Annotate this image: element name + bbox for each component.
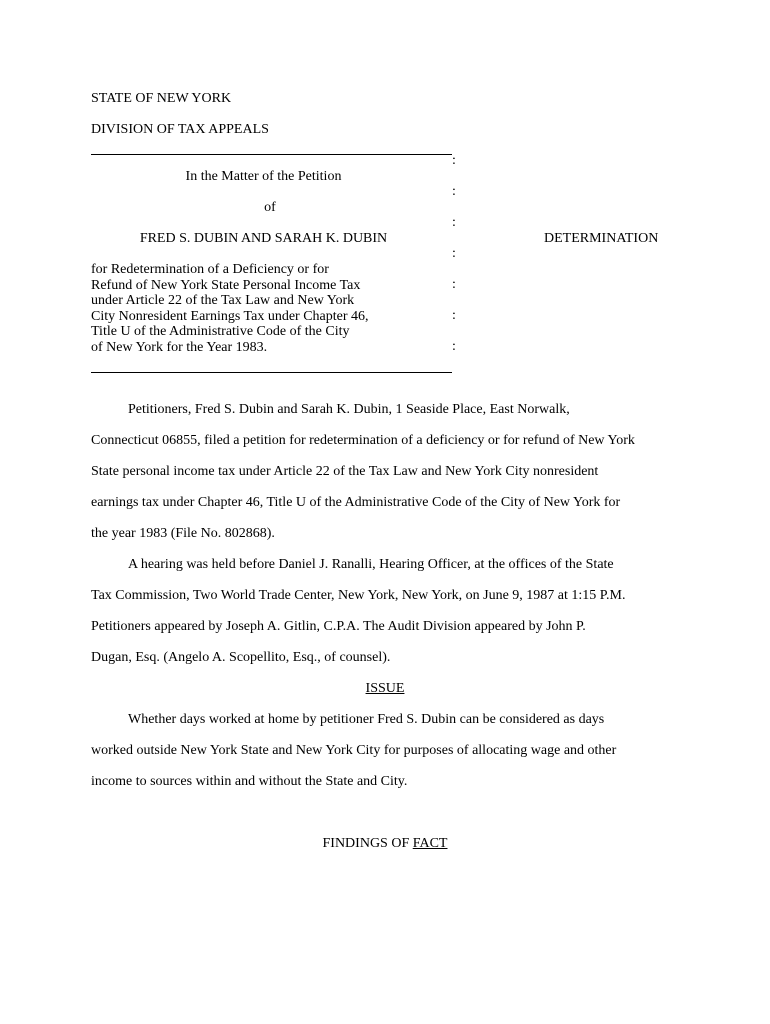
body-line: A hearing was held before Daniel J. Ranalli, Hearing Officer, at the offices of the State (128, 557, 614, 572)
caption-colon: : (452, 153, 456, 168)
body-line: Whether days worked at home by petitioner Fred S. Dubin can be considered as days (128, 712, 605, 727)
caption-of: of (264, 200, 276, 215)
body-line: income to sources within and without the State and City. (91, 774, 408, 789)
body-line: Connecticut 06855, filed a petition for redetermination of a deficiency or for refund of New York (91, 433, 635, 448)
caption-colon: : (452, 277, 456, 292)
document-type: DETERMINATION (544, 231, 659, 246)
body-line: Petitioners, Fred S. Dubin and Sarah K. Dubin, 1 Seaside Place, East Norwalk, (128, 402, 570, 417)
caption-bottom-rule (91, 372, 452, 373)
issue-heading: ISSUE (365, 681, 405, 696)
body-line: Dugan, Esq. (Angelo A. Scopellito, Esq., of counsel). (91, 650, 391, 665)
caption-colon: : (452, 339, 456, 354)
caption-purpose-line: City Nonresident Earnings Tax under Chapter 46, (91, 308, 369, 324)
caption-purpose-line: Refund of New York State Personal Income Tax (91, 277, 361, 293)
court-state: STATE OF NEW YORK (91, 91, 232, 106)
body-line: the year 1983 (File No. 802868). (91, 526, 275, 541)
caption-colon: : (452, 215, 456, 230)
body-line: Tax Commission, Two World Trade Center, New York, New York, on June 9, 1987 at 1:15 P.M. (91, 588, 626, 603)
caption-purpose-line: under Article 22 of the Tax Law and New York (91, 293, 355, 308)
body-line: worked outside New York State and New York City for purposes of allocating wage and other (91, 743, 617, 758)
body-line: State personal income tax under Article 22 of the Tax Law and New York City nonresident (91, 464, 599, 479)
caption-top-rule (91, 154, 452, 155)
caption-petitioners: FRED S. DUBIN AND SARAH K. DUBIN (139, 231, 388, 246)
findings-heading-fact: FACT (412, 836, 448, 851)
body-line: earnings tax under Chapter 46, Title U of the Administrative Code of the City of New York for (91, 495, 621, 510)
caption-colon: : (452, 308, 456, 323)
caption-colon: : (452, 246, 456, 261)
caption-purpose-line: Title U of the Administrative Code of the City (91, 324, 350, 339)
caption-purpose-line: for Redetermination of a Deficiency or for (91, 262, 329, 277)
caption-matter: In the Matter of the Petition (185, 169, 342, 184)
caption-colon: : (452, 184, 456, 199)
findings-heading (91, 836, 679, 852)
caption-purpose (91, 262, 369, 355)
body-line: Petitioners appeared by Joseph A. Gitlin, C.P.A. The Audit Division appeared by John P. (91, 619, 586, 634)
findings-heading-text: FINDINGS OF (322, 836, 410, 851)
court-division: DIVISION OF TAX APPEALS (91, 122, 269, 137)
caption-purpose-line: of New York for the Year 1983. (91, 339, 268, 355)
